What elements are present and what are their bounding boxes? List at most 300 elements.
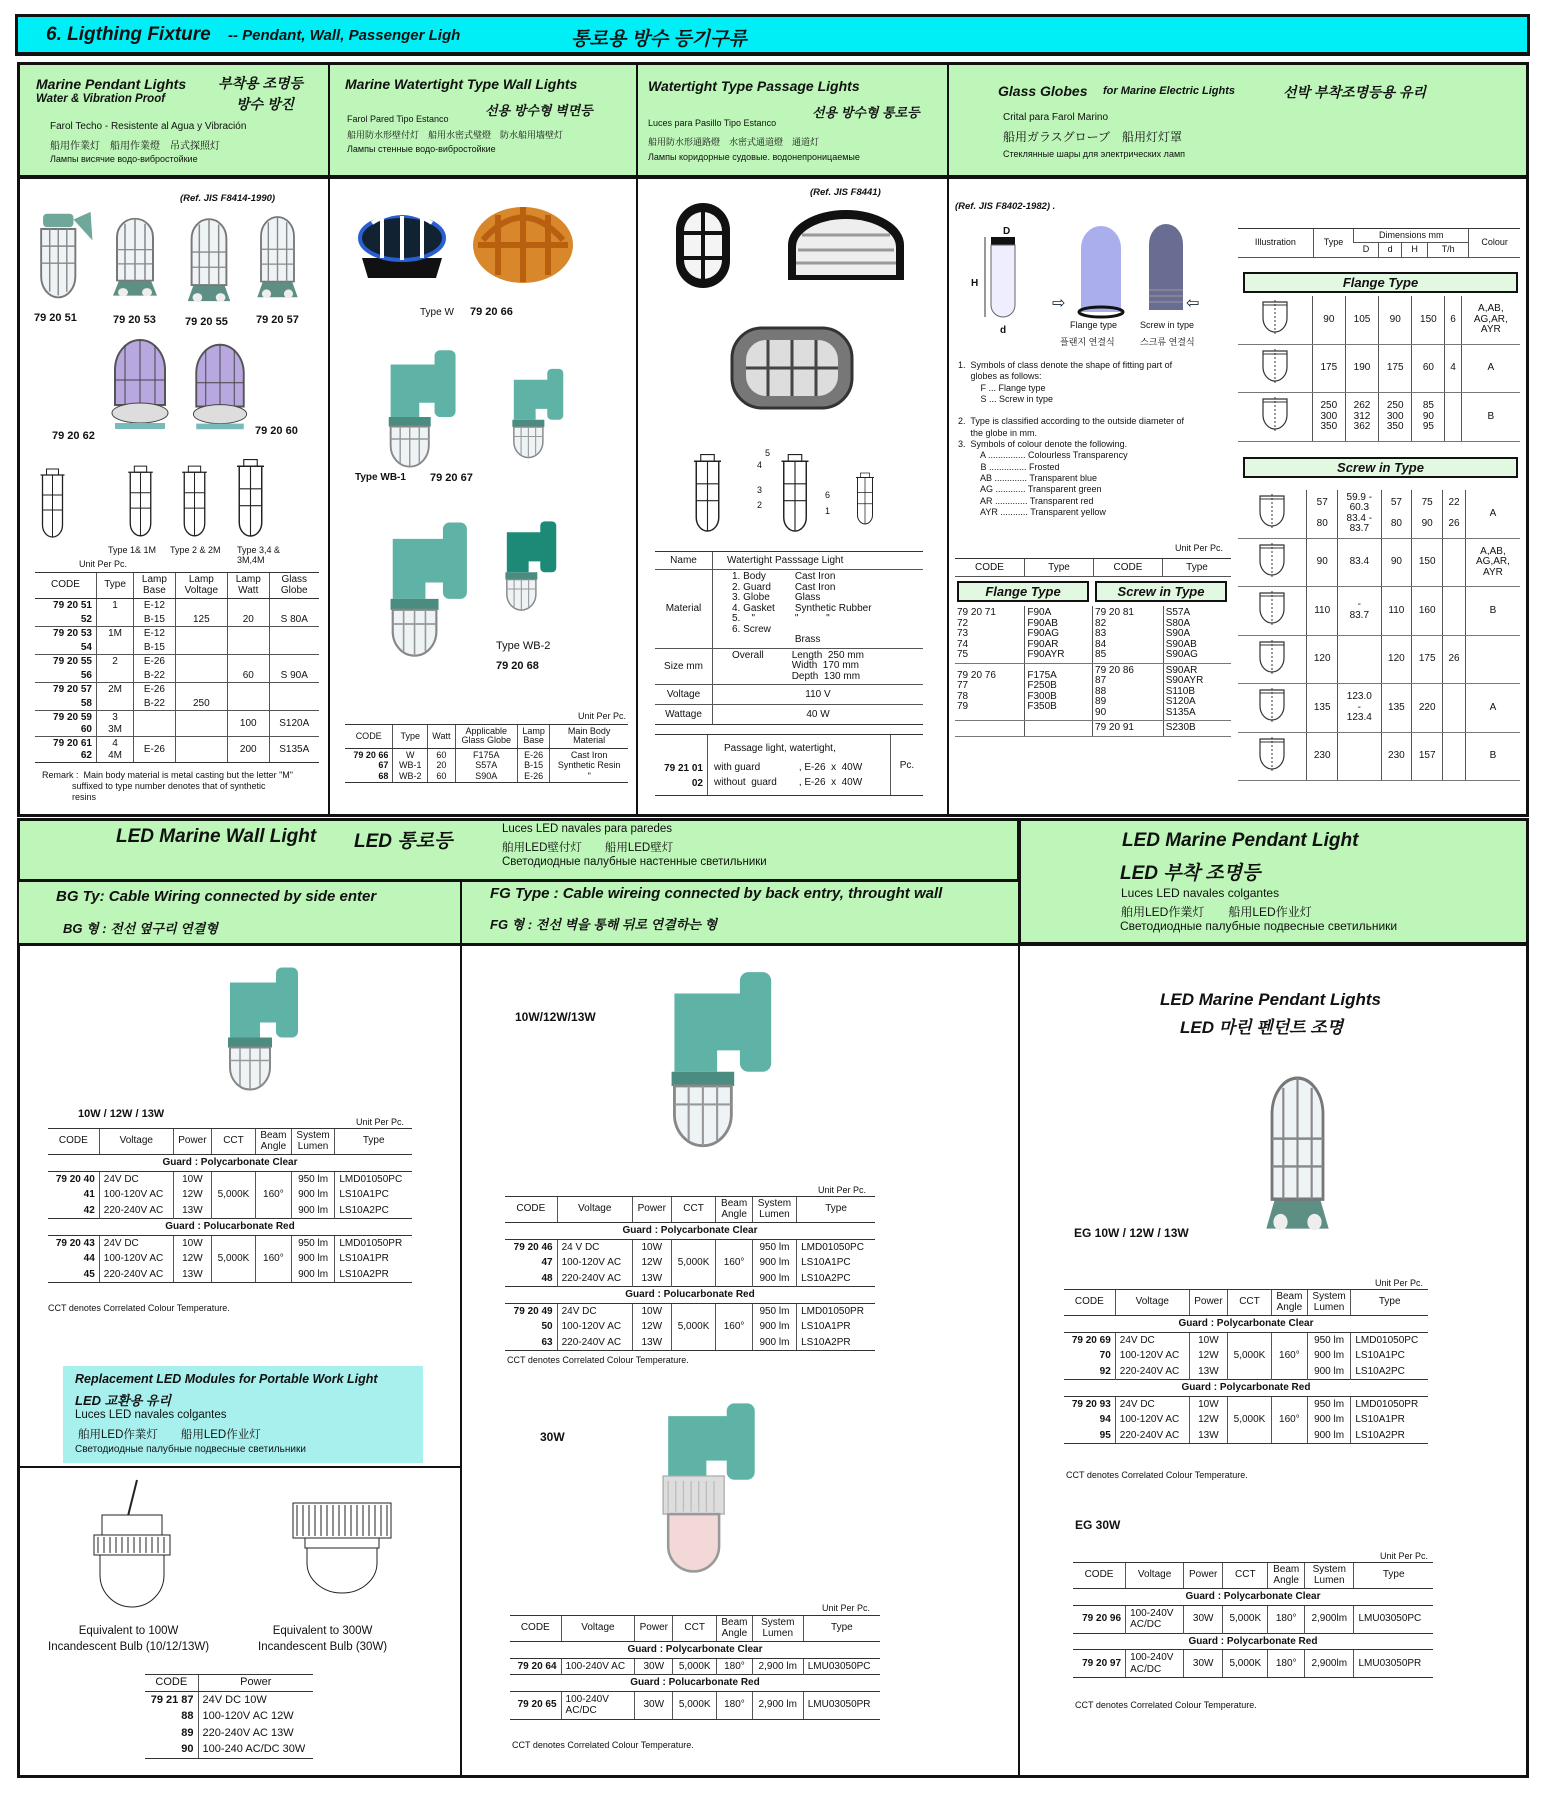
table-cell: 1M bbox=[96, 627, 133, 641]
table-cell: 2,900lm bbox=[1305, 1650, 1354, 1678]
table-cell: 3 3M bbox=[96, 711, 133, 737]
product-photo-passage-c bbox=[728, 318, 856, 418]
table-cell: E-12 bbox=[134, 627, 176, 641]
illustration-cell bbox=[1238, 490, 1307, 538]
table-cell: 5,000K bbox=[671, 1255, 716, 1271]
flange-type-korean: 플랜지 연결식 bbox=[1060, 337, 1115, 347]
divider bbox=[1018, 943, 1020, 1778]
table-cell: LMD01050PC bbox=[335, 1171, 412, 1187]
globes-spanish: Crital para Farol Marino bbox=[1003, 112, 1109, 123]
table-cell bbox=[671, 1335, 716, 1351]
table-cell: 24V DC bbox=[99, 1235, 173, 1251]
table-cell: 79 20 43 bbox=[55, 1237, 95, 1249]
table-cell: 100-120V AC bbox=[557, 1255, 632, 1271]
table-cell: LMD01050PR bbox=[1351, 1396, 1428, 1412]
page-header bbox=[15, 14, 1530, 56]
table-cell: 950 lm bbox=[291, 1235, 335, 1251]
table-cell bbox=[716, 1239, 752, 1255]
table-row bbox=[1064, 1412, 1428, 1428]
table-cell: 900 lm bbox=[752, 1255, 796, 1271]
table-cell bbox=[1443, 538, 1466, 587]
table-cell: 250 bbox=[175, 697, 227, 711]
module-caption-1: Equivalent to 100W Incandescent Bulb (10/12/13W) bbox=[48, 1625, 210, 1653]
passage-drawing-end bbox=[845, 470, 885, 530]
table-cell bbox=[1271, 1428, 1307, 1444]
table-cell: 100 bbox=[228, 711, 270, 737]
product-photo-passage-a bbox=[668, 198, 738, 293]
illustration-cell bbox=[1238, 393, 1312, 442]
unit-label: Unit Per Pc. bbox=[1175, 543, 1224, 553]
product-photo-bg bbox=[200, 960, 310, 1095]
illustration-cell bbox=[1238, 538, 1307, 587]
callout: 5 bbox=[765, 448, 771, 458]
led-pendant-chinese: 舶用LED作業灯 船用LED作业灯 bbox=[1121, 905, 1312, 919]
group-row bbox=[510, 1642, 880, 1659]
illustration-cell bbox=[1238, 587, 1307, 636]
cct-note: CCT denotes Correlated Colour Temperature. bbox=[1066, 1470, 1248, 1480]
table-cell: 2 bbox=[96, 655, 133, 669]
table-cell bbox=[1443, 587, 1466, 636]
table-cell: 90 bbox=[145, 1741, 198, 1758]
replacement-chinese: 舶用LED作業灯 船用LED作业灯 bbox=[78, 1429, 261, 1441]
table-cell bbox=[255, 1203, 291, 1219]
table-cell bbox=[255, 1235, 291, 1251]
column-header: Lamp Voltage bbox=[175, 573, 227, 599]
fg30-table-wrap bbox=[510, 1615, 880, 1720]
table-row bbox=[35, 711, 319, 737]
column-header: CODE bbox=[1093, 559, 1162, 576]
table-cell: 94 bbox=[1099, 1414, 1111, 1425]
power-label: EG 30W bbox=[1075, 1518, 1121, 1532]
table-cell: 220 bbox=[1412, 684, 1443, 733]
unit-label: Unit Per Pc. bbox=[822, 1603, 871, 1613]
spec-name: Watertight Passsage Light bbox=[713, 552, 923, 570]
column-header: CODE bbox=[1073, 1563, 1126, 1589]
table-cell: 26 bbox=[1443, 635, 1466, 684]
table-cell: 42 bbox=[83, 1204, 95, 1216]
table-cell: 79 20 53 bbox=[35, 627, 96, 641]
table-cell: S 90A bbox=[269, 669, 319, 683]
led-wall-chinese: 舶用LED壁付灯 船用LED壁灯 bbox=[502, 842, 674, 854]
table-row bbox=[48, 1251, 412, 1267]
order-unit: Pc. bbox=[899, 759, 915, 771]
column-header: Beam Angle bbox=[716, 1197, 752, 1223]
table-row bbox=[1073, 1605, 1433, 1633]
table-row bbox=[35, 697, 319, 711]
spec-label: Name bbox=[655, 552, 713, 570]
order-codes: 79 21 01 02 bbox=[655, 735, 708, 795]
callout: 1 bbox=[825, 506, 831, 516]
table-cell: A bbox=[1461, 344, 1520, 393]
table-cell: 105 bbox=[1345, 296, 1378, 344]
table-cell: 57 80 bbox=[1381, 490, 1412, 538]
table-cell: 5,000K bbox=[1228, 1412, 1272, 1428]
table-cell: 900 lm bbox=[291, 1203, 335, 1219]
photo-label: Type WB-1 bbox=[355, 472, 406, 483]
table-cell: 6 bbox=[1445, 296, 1461, 344]
table-cell bbox=[269, 641, 319, 655]
pendant-ref: (Ref. JIS F8414-1990) bbox=[180, 193, 276, 204]
table-cell bbox=[1228, 1396, 1272, 1412]
column-header: CCT bbox=[671, 1197, 716, 1223]
table-cell: 175 bbox=[1412, 635, 1443, 684]
spec-materials: Cast Iron Cast Iron Glass Synthetic Rubber " " Brass bbox=[794, 571, 872, 645]
table-row bbox=[505, 1271, 875, 1287]
table-cell: 180° bbox=[1268, 1605, 1305, 1633]
divider bbox=[636, 62, 638, 817]
table-cell: 100-120V AC bbox=[99, 1251, 173, 1267]
table-cell: LS10A1PR bbox=[797, 1319, 875, 1335]
table-cell: 900 lm bbox=[1307, 1348, 1351, 1364]
table-cell: 160 bbox=[1412, 587, 1443, 636]
table-cell: 79 21 87 bbox=[150, 1693, 194, 1706]
globe-drawing bbox=[30, 465, 75, 545]
table-cell: B bbox=[1465, 732, 1520, 781]
table-cell bbox=[175, 711, 227, 737]
table-cell bbox=[175, 737, 227, 763]
callout: 3 bbox=[757, 485, 763, 495]
product-photo-79-20-57 bbox=[250, 210, 305, 306]
order-specs: , E-26 x 40W , E-26 x 40W bbox=[798, 762, 863, 788]
eg30-table-wrap bbox=[1073, 1562, 1433, 1678]
table-cell: 123.0 - 123.4 bbox=[1338, 684, 1381, 733]
table-cell: 85 90 95 bbox=[1412, 393, 1445, 442]
table-cell bbox=[269, 683, 319, 697]
table-cell bbox=[269, 697, 319, 711]
column-header: CCT bbox=[1223, 1563, 1268, 1589]
table-row bbox=[505, 1303, 875, 1319]
bg-type-title: BG Ty: Cable Wiring connected by side enter bbox=[56, 888, 377, 905]
table-cell: 83.4 bbox=[1338, 538, 1381, 587]
table-cell: 2,900lm bbox=[1305, 1605, 1354, 1633]
table-cell: 900 lm bbox=[291, 1267, 335, 1283]
table-row bbox=[1238, 732, 1520, 781]
table-cell bbox=[228, 683, 270, 697]
arrow-left-icon: ⇦ bbox=[1186, 295, 1200, 312]
table-row bbox=[505, 1319, 875, 1335]
table-cell: 79 20 91 bbox=[1093, 721, 1164, 737]
column-header: Lamp Watt bbox=[228, 573, 270, 599]
table-cell: 48 bbox=[541, 1272, 553, 1284]
table-row bbox=[145, 1725, 313, 1742]
table-cell: 10W bbox=[632, 1303, 671, 1319]
column-header: System Lumen bbox=[1305, 1563, 1354, 1589]
passage-spec-table bbox=[655, 551, 923, 796]
globe-shape-icon bbox=[1253, 298, 1297, 338]
table-cell: 175 bbox=[1312, 344, 1345, 393]
screw-dimension-rows bbox=[1238, 490, 1520, 781]
illustration-cell bbox=[1238, 296, 1312, 344]
table-cell: 79 20 51 bbox=[53, 600, 92, 611]
globe-shape-icon bbox=[1250, 735, 1294, 775]
table-cell: B bbox=[1461, 393, 1520, 442]
column-header: Main Body Material bbox=[550, 725, 628, 749]
table-cell: 100-240V AC/DC bbox=[1126, 1650, 1184, 1678]
table-cell bbox=[269, 655, 319, 669]
cct-note: CCT denotes Correlated Colour Temperature. bbox=[507, 1355, 689, 1365]
table-cell: 60 20 60 bbox=[428, 748, 456, 782]
photo-label: 79 20 57 bbox=[256, 314, 299, 326]
type-2-drawing bbox=[172, 462, 217, 544]
table-cell: 250 300 350 bbox=[1312, 393, 1345, 442]
table-cell bbox=[269, 599, 319, 613]
table-cell: S 80A bbox=[269, 613, 319, 627]
group-row bbox=[505, 1223, 875, 1240]
photo-label: 79 20 67 bbox=[430, 472, 473, 484]
wall-chinese: 船用防水形壁付灯 船用水密式璧燈 防水船用墻壁灯 bbox=[347, 130, 564, 140]
page-title-korean: 통로용 방수 등기구류 bbox=[571, 29, 747, 50]
group-label: Guard : Polycarbonate Clear bbox=[48, 1155, 412, 1172]
table-row bbox=[1238, 538, 1520, 587]
fg-table-wrap bbox=[505, 1196, 875, 1351]
led-wall-russian: Светодиодные палубные настенные светильники bbox=[502, 856, 767, 868]
passage-drawing-front bbox=[680, 450, 735, 540]
replacement-russian: Светодиодные палубные подвесные светильники bbox=[75, 1444, 306, 1455]
table-cell bbox=[671, 1303, 716, 1319]
fg-type-korean: FG 형 : 전선 벽을 통해 뒤로 연결하는 형 bbox=[490, 917, 718, 932]
table-cell: 24V DC bbox=[1115, 1396, 1189, 1412]
table-row bbox=[1238, 684, 1520, 733]
table-cell: 50 bbox=[541, 1321, 553, 1332]
column-header: Type bbox=[1351, 1290, 1428, 1316]
table-row bbox=[35, 669, 319, 683]
table-cell: 5,000K bbox=[1223, 1650, 1268, 1678]
product-photo-79-20-55 bbox=[180, 212, 238, 310]
table-cell: 220-240V AC bbox=[1115, 1428, 1189, 1444]
table-cell: 135 bbox=[1381, 684, 1412, 733]
group-row bbox=[510, 1675, 880, 1692]
group-label: Guard : Polycarbonate Clear bbox=[1064, 1316, 1428, 1333]
product-photo-fg bbox=[625, 965, 795, 1150]
table-cell: 90 bbox=[1379, 296, 1412, 344]
pendant-title: Marine Pendant Lights bbox=[36, 76, 187, 92]
table-cell bbox=[212, 1203, 256, 1219]
column-header: Type bbox=[1024, 559, 1093, 576]
table-row bbox=[35, 613, 319, 627]
table-cell: 75 90 bbox=[1412, 490, 1443, 538]
led-pendant-title: LED Marine Pendant Light bbox=[1122, 830, 1359, 851]
table-cell: LS10A2PR bbox=[797, 1335, 875, 1351]
dim-label: d bbox=[1000, 325, 1007, 336]
table-cell: B-22 bbox=[134, 669, 176, 683]
table-cell: 47 bbox=[541, 1257, 553, 1268]
table-cell bbox=[96, 669, 133, 683]
photo-label: 79 20 51 bbox=[34, 312, 77, 324]
group-row bbox=[505, 1287, 875, 1304]
table-row bbox=[48, 1171, 412, 1187]
column-header: CODE bbox=[505, 1197, 557, 1223]
spec-overall: Overall bbox=[732, 649, 764, 661]
divider bbox=[17, 1466, 462, 1468]
table-cell: 79 20 66 67 68 bbox=[345, 748, 393, 782]
table-cell: A bbox=[1465, 490, 1520, 538]
pendant-russian: Лампы висячие водо-вибростойкие bbox=[50, 154, 198, 164]
table-cell bbox=[671, 1271, 716, 1287]
table-cell: 2,900 lm bbox=[752, 1658, 803, 1675]
column-header: Lamp Base bbox=[517, 725, 549, 749]
globes-ref: (Ref. JIS F8402-1982) . bbox=[955, 201, 1056, 212]
table-row bbox=[505, 1255, 875, 1271]
table-row bbox=[35, 627, 319, 641]
column-header: CODE bbox=[510, 1616, 561, 1642]
column-header: Beam Angle bbox=[255, 1129, 291, 1155]
table-cell: LMU03050PR bbox=[1354, 1650, 1433, 1678]
column-header: Beam Angle bbox=[1268, 1563, 1305, 1589]
table-cell: 79 20 61 62 bbox=[35, 737, 96, 763]
globe-shape-icon bbox=[1253, 347, 1297, 387]
table-cell bbox=[212, 1235, 256, 1251]
table-cell: 79 20 65 bbox=[510, 1691, 561, 1719]
column-header: Power bbox=[1184, 1563, 1223, 1589]
table-cell: 52 bbox=[80, 613, 92, 625]
column-header: Voltage bbox=[99, 1129, 173, 1155]
drawing-label: Type 1& 1M bbox=[108, 545, 157, 555]
column-header: Power bbox=[635, 1616, 673, 1642]
table-cell bbox=[1271, 1396, 1307, 1412]
table-cell: 79 20 86 87 88 89 90 bbox=[1093, 663, 1164, 721]
table-cell: 100-120V AC bbox=[557, 1319, 632, 1335]
table-row bbox=[1064, 1332, 1428, 1348]
table-cell bbox=[1443, 684, 1466, 733]
table-cell: 79 20 71 72 73 74 75 bbox=[955, 606, 1025, 663]
table-cell: A,AB, AG,AR, AYR bbox=[1461, 296, 1520, 344]
globe-shape-icon bbox=[1250, 541, 1294, 581]
eg-table bbox=[1064, 1289, 1428, 1444]
group-row bbox=[1064, 1316, 1428, 1333]
photo-label: Type WB-2 bbox=[496, 640, 551, 652]
table-cell bbox=[1228, 1428, 1272, 1444]
table-cell: 160° bbox=[716, 1319, 752, 1335]
wall-spanish: Farol Pared Tipo Estanco bbox=[347, 114, 449, 124]
table-row bbox=[1238, 635, 1520, 684]
table-row bbox=[510, 1658, 880, 1675]
unit-label: Unit Per Pc. bbox=[356, 1117, 405, 1127]
led-pendant-spanish: Luces LED navales colgantes bbox=[1121, 886, 1280, 900]
table-row bbox=[1064, 1428, 1428, 1444]
photo-label: 79 20 60 bbox=[255, 425, 298, 437]
passage-drawing-side bbox=[765, 450, 825, 540]
photo-label: 79 20 53 bbox=[113, 314, 156, 326]
table-cell: 13W bbox=[173, 1203, 211, 1219]
table-cell bbox=[716, 1271, 752, 1287]
table-cell: 175 bbox=[1379, 344, 1412, 393]
fg-type-title: FG Type : Cable wireing connected by back entry, throught wall bbox=[490, 885, 943, 902]
table-cell: 13W bbox=[1189, 1364, 1227, 1380]
led-module-300w-drawing bbox=[287, 1495, 397, 1605]
divider bbox=[328, 62, 330, 817]
table-cell bbox=[1271, 1364, 1307, 1380]
globe-shape-icon bbox=[1250, 638, 1294, 678]
globes-notes: 1. Symbols of class denote the shape of fitting part of globes as follows: F ... Flange type S ... Screw in type 2. Type is classified according to the outside diameter of the globe in mm. 3. Symbols of colour denote the following. A ............... Colourless Transparency B ............... Frosted AB ............. Transparent blue AG ............ Transparent green AR ............. Transparent red AYR ........... Transparent yellow bbox=[958, 360, 1184, 517]
table-cell: - 83.7 bbox=[1338, 587, 1381, 636]
table-row bbox=[35, 683, 319, 697]
table-cell: 220-240V AC bbox=[557, 1335, 632, 1351]
table-cell bbox=[175, 669, 227, 683]
table-cell: 56 bbox=[80, 669, 92, 681]
table-cell: 950 lm bbox=[291, 1171, 335, 1187]
table-cell: LS10A1PR bbox=[335, 1251, 412, 1267]
table-cell: 58 bbox=[80, 697, 92, 709]
table-row bbox=[1238, 296, 1520, 344]
table-cell: 57 80 bbox=[1307, 490, 1338, 538]
table-cell: W WB-1 WB-2 bbox=[393, 748, 428, 782]
table-cell: 60 bbox=[1412, 344, 1445, 393]
table-row bbox=[35, 737, 319, 763]
power-label: 10W/12W/13W bbox=[515, 1010, 596, 1024]
table-cell bbox=[134, 711, 176, 737]
table-cell: 900 lm bbox=[752, 1335, 796, 1351]
dimensions-header: Dimensions mm bbox=[1354, 229, 1469, 243]
column-header: CODE bbox=[1064, 1290, 1115, 1316]
table-cell: 5,000K bbox=[671, 1319, 716, 1335]
table-cell: 79 20 40 bbox=[55, 1173, 95, 1185]
table-cell: LMD01050PC bbox=[797, 1239, 875, 1255]
table-cell: 900 lm bbox=[752, 1271, 796, 1287]
flange-dimension-rows bbox=[1238, 296, 1520, 442]
table-cell bbox=[228, 697, 270, 711]
table-cell: 12W bbox=[1189, 1412, 1227, 1428]
table-cell: 45 bbox=[48, 1267, 99, 1283]
table-cell: 220-240V AC 13W bbox=[198, 1725, 313, 1742]
table-cell bbox=[1338, 732, 1381, 781]
illustration-cell bbox=[1238, 344, 1312, 393]
column-header: Watt bbox=[428, 725, 456, 749]
column-header: D bbox=[1354, 243, 1379, 257]
table-cell: F175A F250B F300B F350B bbox=[1025, 663, 1093, 721]
table-cell: 100-120V AC bbox=[1115, 1348, 1189, 1364]
column-header: CODE bbox=[35, 573, 96, 599]
group-row bbox=[1073, 1633, 1433, 1650]
globes-chinese: 船用ガラスグローブ 船用灯灯罩 bbox=[1003, 130, 1183, 144]
column-header: Voltage bbox=[557, 1197, 632, 1223]
table-cell: LS10A2PR bbox=[335, 1267, 412, 1283]
table-cell bbox=[212, 1267, 256, 1283]
table-cell bbox=[255, 1171, 291, 1187]
table-cell bbox=[716, 1303, 752, 1319]
table-cell: 5,000K bbox=[1228, 1348, 1272, 1364]
spec-label: Size mm bbox=[655, 649, 713, 686]
table-cell: 89 bbox=[181, 1726, 194, 1739]
table-cell: 20 bbox=[228, 613, 270, 627]
column-header: CODE bbox=[975, 562, 1004, 573]
table-cell: A bbox=[1465, 684, 1520, 733]
group-row bbox=[1073, 1589, 1433, 1606]
table-cell: 59.9 - 60.3 83.4 - 83.7 bbox=[1338, 490, 1381, 538]
column-header: CCT bbox=[212, 1129, 256, 1155]
table-cell: 79 20 76 77 78 79 bbox=[955, 663, 1025, 721]
table-cell: 5,000K bbox=[212, 1187, 256, 1203]
table-cell: 120 bbox=[1381, 635, 1412, 684]
photo-label: 79 20 66 bbox=[470, 306, 513, 318]
screw-type-korean: 스크류 연결식 bbox=[1140, 337, 1195, 347]
table-cell: 220-240V AC bbox=[557, 1271, 632, 1287]
table-row bbox=[955, 721, 1231, 737]
globe-shape-icon bbox=[1250, 589, 1294, 629]
product-photo-type-w bbox=[352, 198, 452, 283]
pendant-table bbox=[35, 572, 319, 763]
table-cell: LS10A1PC bbox=[335, 1187, 412, 1203]
column-header: d bbox=[1379, 243, 1402, 257]
column-header: Type bbox=[1162, 559, 1231, 576]
column-header: CODE bbox=[345, 725, 393, 749]
column-header: Colour bbox=[1469, 229, 1520, 258]
unit-label: Unit Per Pc. bbox=[1380, 1551, 1429, 1561]
photo-label: 79 20 55 bbox=[185, 316, 228, 328]
globe-dimension-drawing bbox=[983, 232, 1023, 322]
replacement-spanish: Luces LED navales colgantes bbox=[75, 1409, 227, 1421]
table-cell bbox=[96, 613, 133, 627]
table-cell: 160° bbox=[716, 1255, 752, 1271]
